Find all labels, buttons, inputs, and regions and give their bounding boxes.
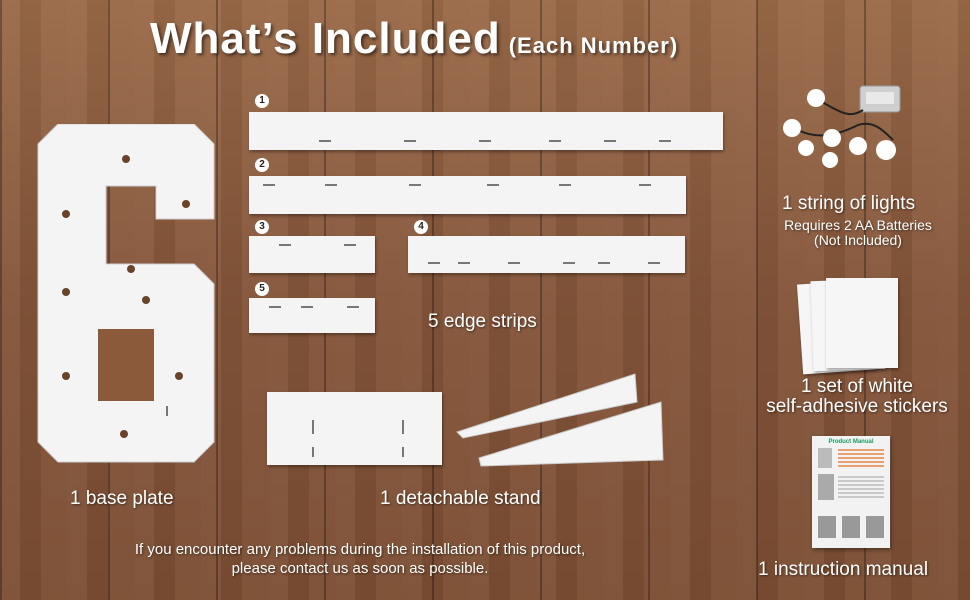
stand-label: 1 detachable stand [380,488,541,509]
string-lights-image [778,80,908,176]
lights-note-line2: (Not Included) [814,232,902,248]
page-title [150,14,678,64]
sticker-sheet [826,278,898,368]
support-notice-line1: If you encounter any problems during the installation of this product, [134,541,586,558]
lights-note-line1: Requires 2 AA Batteries [784,217,932,233]
instruction-manual-image [812,436,890,548]
base-plate-label: 1 base plate [70,488,174,509]
base-plate-image [36,124,216,464]
lights-note [758,218,958,248]
stand-board [267,392,442,465]
stand-wings [455,372,670,468]
edge-strip-4 [408,236,685,273]
strip-number-4: 4 [414,220,428,234]
support-notice [90,540,630,578]
lights-label: 1 string of lights [782,193,916,214]
edge-strip-2 [249,176,686,214]
strip-number-3: 3 [255,220,269,234]
title-text: What’s Included [150,14,501,63]
manual-title: Product Manual [828,439,874,445]
edge-strip-3 [249,236,375,273]
stickers-label-line2: self-adhesive stickers [766,396,948,417]
edge-strip-1 [249,112,723,150]
strip-number-2: 2 [255,158,269,172]
strip-number-5: 5 [255,282,269,296]
stickers-label [752,377,962,417]
support-notice-line2: please contact us as soon as possible. [231,560,489,577]
strip-number-1: 1 [255,94,269,108]
edge-strips-label: 5 edge strips [428,311,537,332]
title-subtitle: (Each Number) [508,33,679,58]
edge-strip-5 [249,298,375,333]
stickers-label-line1: 1 set of white [801,376,913,397]
manual-label: 1 instruction manual [758,559,929,580]
